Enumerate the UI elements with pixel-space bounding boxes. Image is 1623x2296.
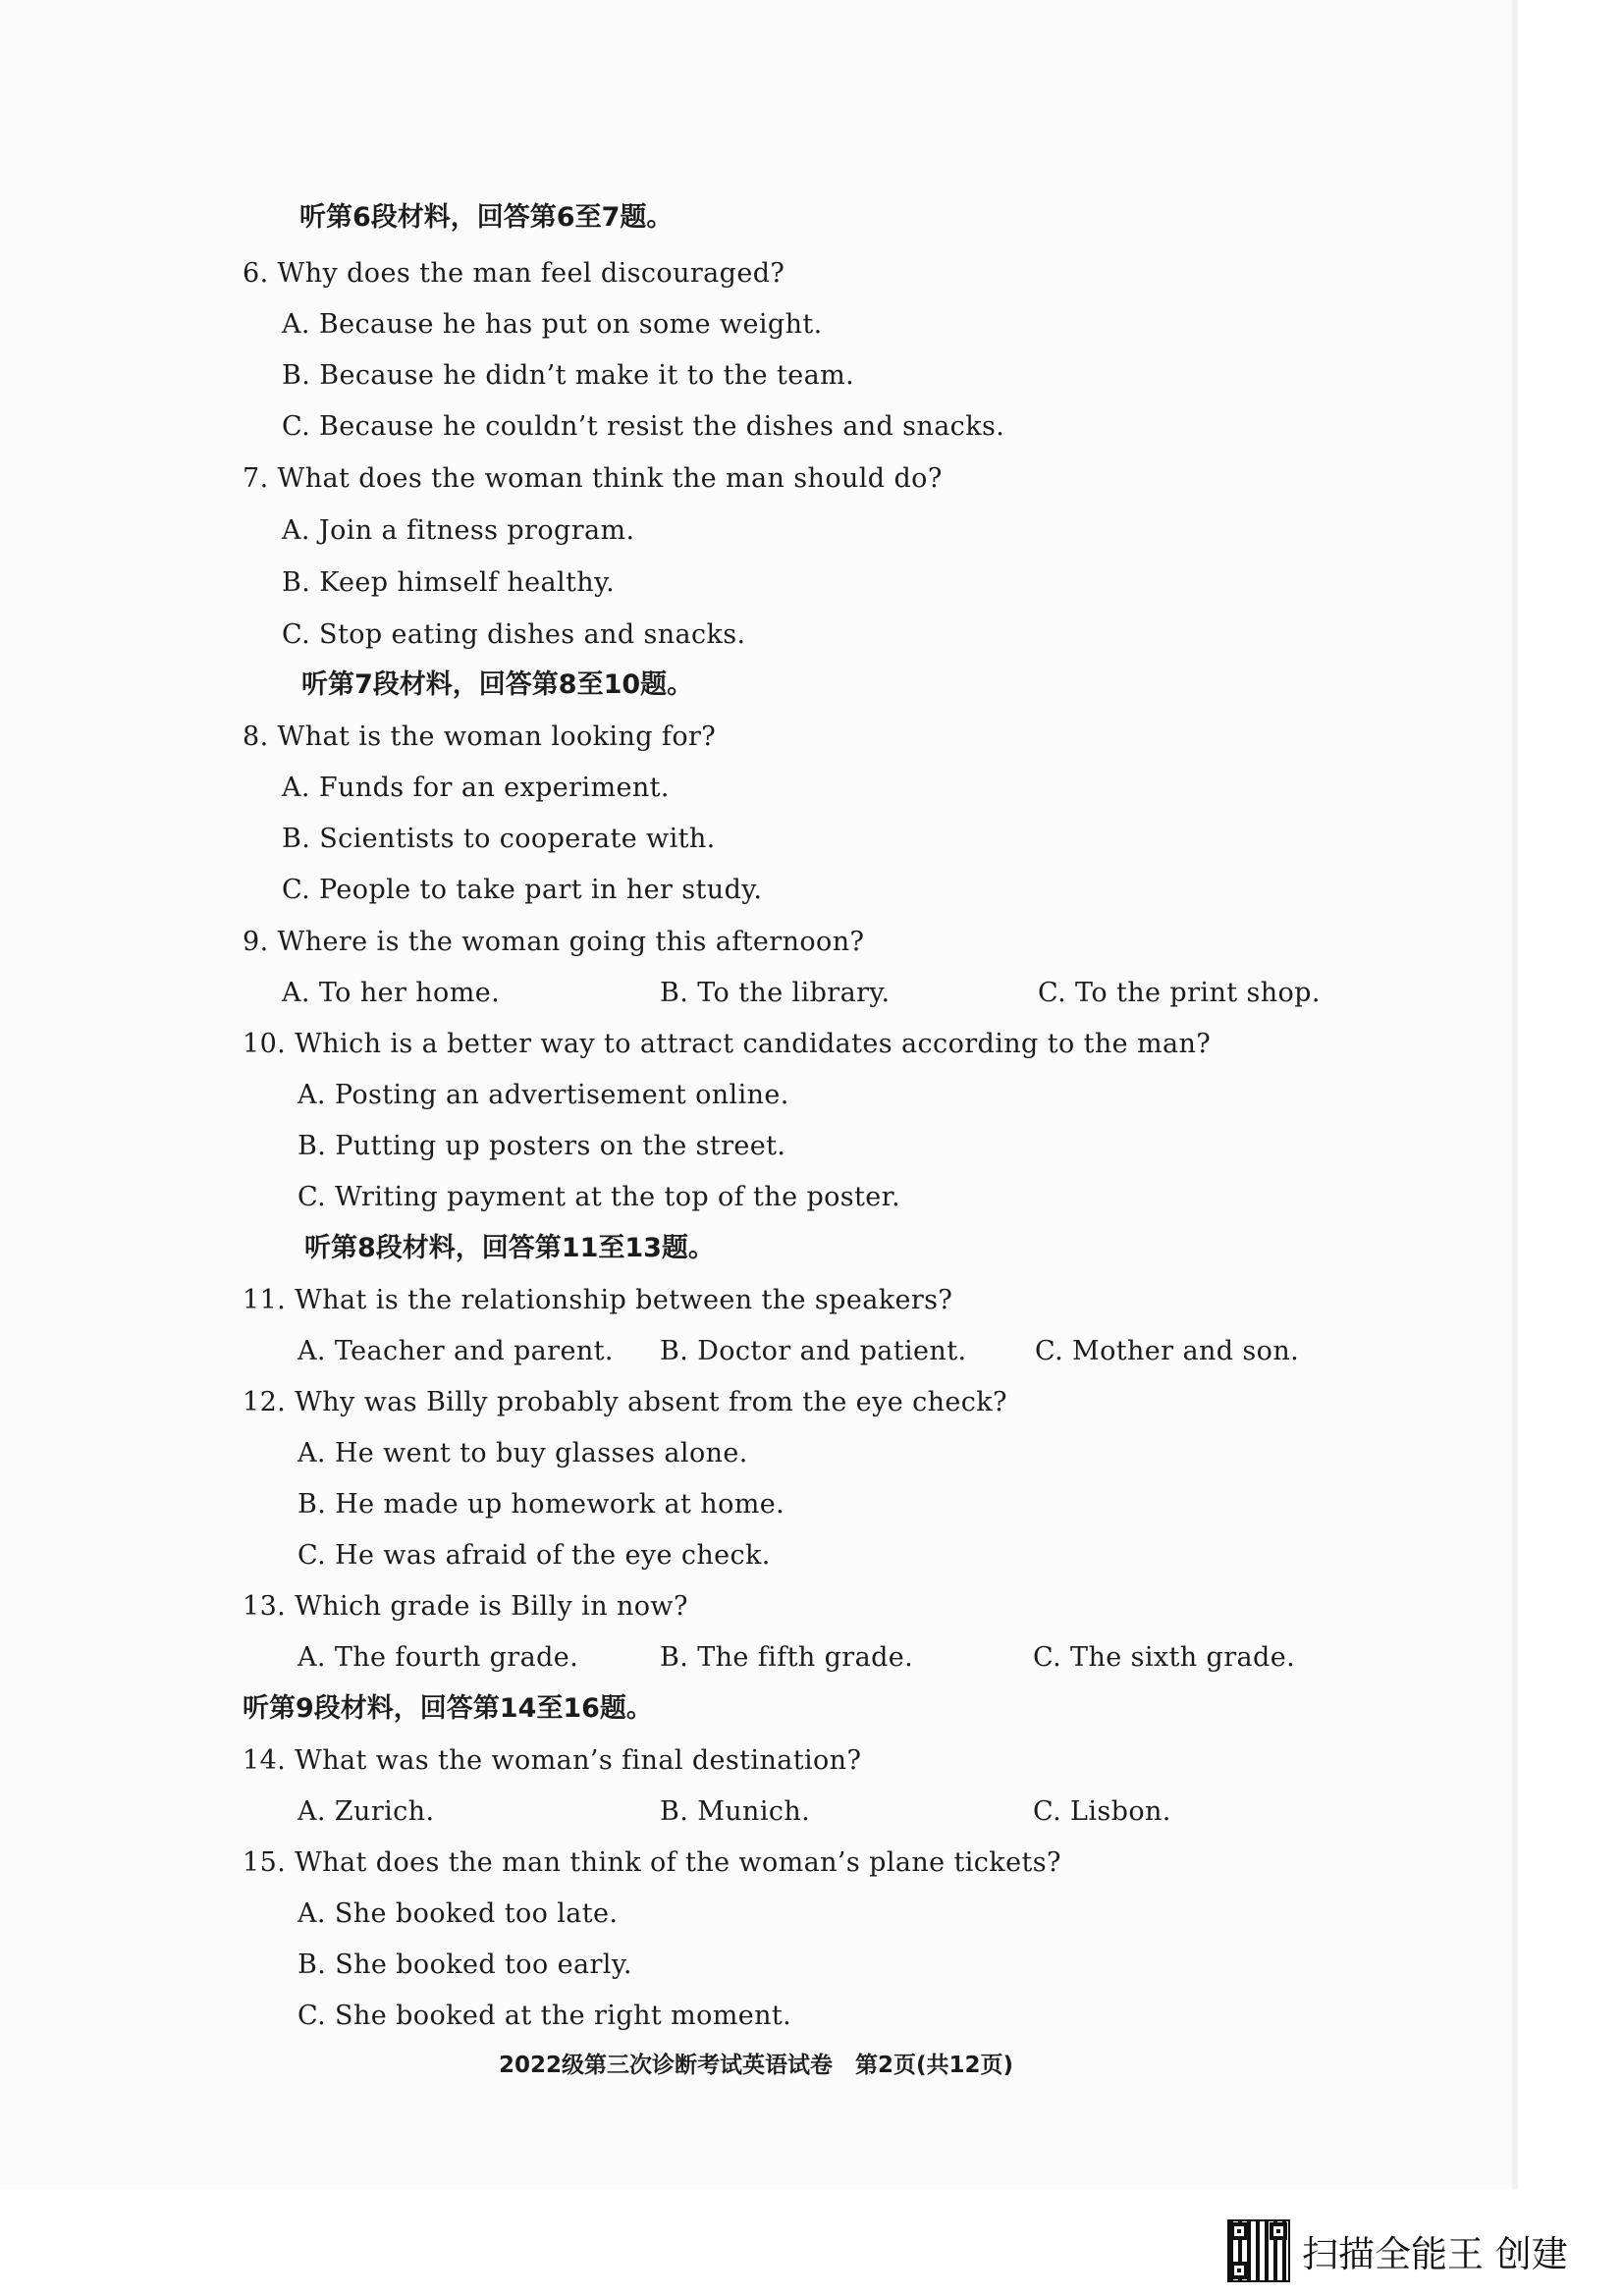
option-a: A. To her home. — [282, 978, 501, 1008]
option-line: C. He was afraid of the eye check. — [298, 1540, 771, 1571]
option-line: B. He made up homework at home. — [298, 1489, 785, 1520]
question-8: 8. What is the woman looking for? — [243, 721, 717, 752]
page-footer: 2022级第三次诊断考试英语试卷 第2页(共12页) — [498, 2053, 1014, 2078]
option-line: B. She booked too early. — [298, 1949, 632, 1980]
question-13: 13. Which grade is Billy in now? — [243, 1591, 688, 1622]
qr-code-icon — [1227, 2219, 1290, 2282]
option-line: C. Writing payment at the top of the poster. — [298, 1182, 900, 1212]
question-6: 6. Why does the man feel discouraged? — [243, 258, 785, 289]
option-line: A. He went to buy glasses alone. — [298, 1438, 748, 1468]
option-line: B. Because he didn’t make it to the team. — [282, 360, 855, 391]
option-b: B. Doctor and patient. — [660, 1336, 967, 1366]
option-c: C. The sixth grade. — [1033, 1642, 1296, 1673]
option-b: B. Munich. — [660, 1796, 811, 1827]
section-heading: 听第8段材料，回答第11至13题。 — [304, 1233, 715, 1263]
option-c: C. Mother and son. — [1035, 1336, 1300, 1366]
question-11: 11. What is the relationship between the speakers? — [243, 1285, 953, 1315]
option-line: A. Posting an advertisement online. — [298, 1080, 789, 1110]
question-15: 15. What does the man think of the woman’s plane tickets? — [243, 1847, 1061, 1878]
watermark-text: 扫描全能王 创建 — [1302, 2233, 1568, 2275]
option-line: B. Keep himself healthy. — [282, 567, 616, 598]
question-7: 7. What does the woman think the man should do? — [243, 463, 943, 494]
option-c: C. Lisbon. — [1033, 1796, 1171, 1827]
option-line: A. Funds for an experiment. — [282, 773, 670, 803]
option-a: A. Zurich. — [298, 1796, 435, 1827]
section-heading: 听第6段材料，回答第6至7题。 — [299, 202, 674, 233]
question-10: 10. Which is a better way to attract candidates according to the man? — [243, 1029, 1212, 1059]
scanner-watermark — [1227, 2219, 1568, 2282]
option-line: C. She booked at the right moment. — [298, 2001, 792, 2031]
section-heading: 听第7段材料，回答第8至10题。 — [301, 669, 694, 700]
option-line: A. Because he has put on some weight. — [282, 309, 823, 340]
option-b: B. To the library. — [660, 978, 891, 1008]
question-14: 14. What was the woman’s final destination? — [243, 1745, 862, 1776]
option-line: C. Because he couldn’t resist the dishes and snacks. — [282, 411, 1005, 442]
option-a: A. Teacher and parent. — [298, 1336, 614, 1366]
option-line: A. She booked too late. — [298, 1898, 619, 1929]
option-b: B. The fifth grade. — [660, 1642, 914, 1673]
question-9: 9. Where is the woman going this afternoon? — [243, 927, 865, 957]
option-line: B. Putting up posters on the street. — [298, 1131, 786, 1161]
option-line: C. Stop eating dishes and snacks. — [282, 619, 746, 650]
section-heading: 听第9段材料，回答第14至16题。 — [243, 1693, 653, 1724]
option-line: A. Join a fitness program. — [282, 515, 635, 546]
question-12: 12. Why was Billy probably absent from the eye check? — [243, 1387, 1007, 1417]
option-c: C. To the print shop. — [1038, 978, 1321, 1008]
option-line: C. People to take part in her study. — [282, 875, 763, 905]
option-line: B. Scientists to cooperate with. — [282, 824, 716, 854]
option-a: A. The fourth grade. — [298, 1642, 579, 1673]
